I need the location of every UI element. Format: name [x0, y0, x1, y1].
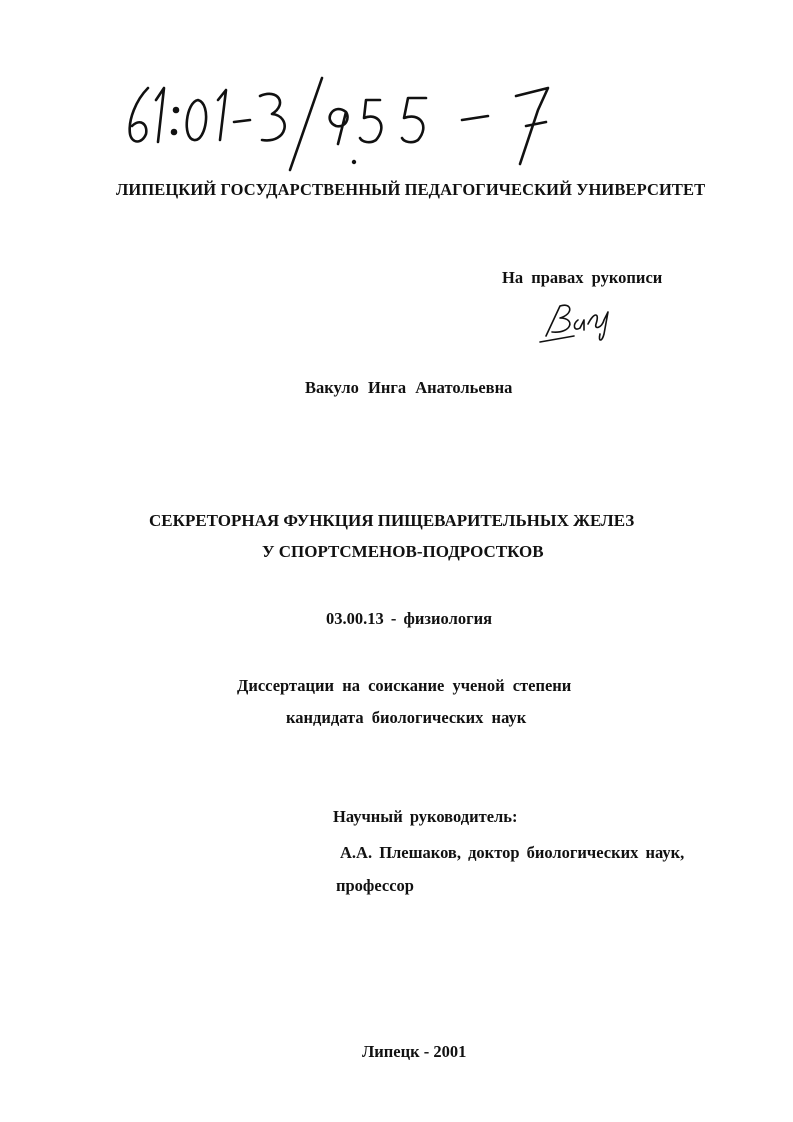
handwritten-code [110, 60, 590, 180]
specialty-code: 03.00.13 - физиология [326, 609, 493, 628]
thesis-title-line-2: У СПОРТСМЕНОВ-ПОДРОСТКОВ [262, 542, 544, 561]
dissertation-line-1: Диссертации на соискание ученой степени [237, 676, 572, 695]
manuscript-rights: На правах рукописи [502, 268, 663, 287]
author-name: Вакуло Инга Анатольевна [305, 378, 513, 397]
supervisor-title: профессор [336, 876, 414, 895]
university-name: ЛИПЕЦКИЙ ГОСУДАРСТВЕННЫЙ ПЕДАГОГИЧЕСКИЙ УНИВЕРСИТЕТ [116, 180, 706, 199]
signature [538, 298, 628, 348]
thesis-title-line-1: СЕКРЕТОРНАЯ ФУНКЦИЯ ПИЩЕВАРИТЕЛЬНЫХ ЖЕЛЕЗ [149, 511, 635, 530]
supervisor-name: А.А. Плешаков, доктор биологических наук, [340, 843, 685, 862]
supervisor-label: Научный руководитель: [333, 807, 518, 826]
dissertation-line-2: кандидата биологических наук [286, 708, 527, 727]
footer-city-year: Липецк - 2001 [362, 1042, 467, 1061]
